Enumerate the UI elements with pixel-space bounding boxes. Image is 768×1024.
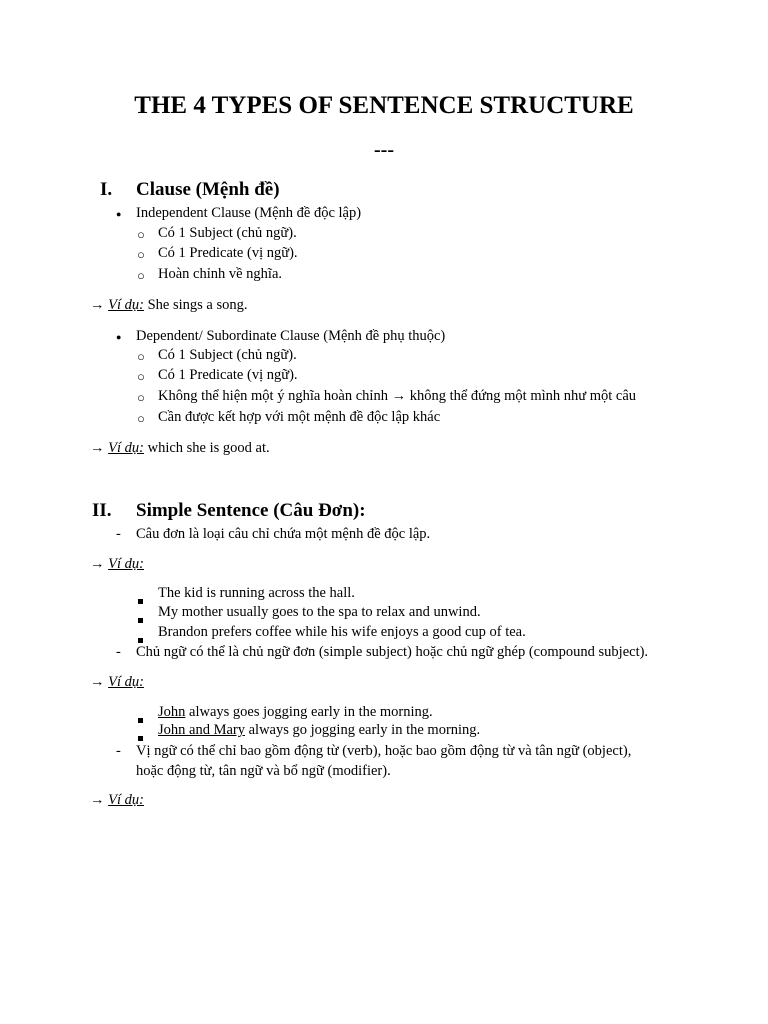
example-line [90,556,144,573]
arrow-icon: → [90,297,105,313]
section2-heading: Simple Sentence (Câu Đơn): [136,500,366,521]
list-item: Có 1 Predicate (vị ngữ). [158,367,298,383]
list-item: The kid is running across the hall. [158,585,355,601]
example-label: Ví dụ: [108,792,144,808]
example-line [90,792,144,809]
list-item: Brandon prefers coffee while his wife enjoys a good cup of tea. [158,624,526,640]
dependent-clause-label: Dependent/ Subordinate Clause (Mệnh đề phụ thuộc) [136,328,446,344]
section1-heading: Clause (Mệnh đề) [136,179,280,200]
bullet-circle-icon: ○ [137,227,145,242]
list-item [158,704,433,721]
point-text: Vị ngữ có thể chỉ bao gồm động từ (verb), hoặc bao gồm động từ và tân ngữ (object), [136,743,632,759]
list-item: Có 1 Predicate (vị ngữ). [158,245,298,261]
list-item: Có 1 Subject (chủ ngữ). [158,225,297,241]
dash-bullet: - [116,743,121,759]
arrow-icon: → [90,792,105,808]
example-label: Ví dụ: [108,556,144,572]
square-bullet-icon [138,591,143,609]
section2-numeral: II. [92,500,112,521]
bullet-disc-icon: ● [116,332,122,342]
point-text: Câu đơn là loại câu chỉ chứa một mệnh đề độc lập. [136,526,431,542]
section1-numeral: I. [100,179,113,200]
arrow-icon: → [90,674,105,690]
list-item [158,722,480,739]
example-text: which she is good at. [147,440,270,456]
independent-clause-label: Independent Clause (Mệnh đề độc lập) [136,205,362,221]
square-bullet-icon [138,710,143,728]
point-text: Chủ ngữ có thể là chủ ngữ đơn (simple subject) hoặc chủ ngữ ghép (compound subject). [136,644,649,660]
list-item: Cần được kết hợp với một mệnh đề độc lập khác [158,409,441,425]
arrow-icon: → [90,440,105,456]
list-item: Hoàn chỉnh về nghĩa. [158,266,283,282]
page-title: THE 4 TYPES OF SENTENCE STRUCTURE [134,92,634,119]
list-item: Có 1 Subject (chủ ngữ). [158,347,297,363]
bullet-circle-icon: ○ [137,349,145,364]
example-label: Ví dụ: [108,297,144,313]
sentence-rest: always goes jogging early in the morning. [185,704,433,720]
point-text-continued: hoặc động từ, tân ngữ và bổ ngữ (modifier). [136,763,391,779]
example-line [90,297,248,314]
title-separator: --- [374,139,394,161]
example-label: Ví dụ: [108,440,144,456]
underlined-subject: John [158,704,186,720]
bullet-disc-icon: ● [116,209,122,219]
bullet-circle-icon: ○ [137,390,145,405]
arrow-icon: → [90,556,105,572]
example-label: Ví dụ: [108,674,144,690]
bullet-circle-icon: ○ [137,369,145,384]
underlined-subject: John and Mary [158,722,245,738]
square-bullet-icon [138,610,143,628]
bullet-circle-icon: ○ [137,268,145,283]
bullet-circle-icon: ○ [137,411,145,426]
dash-bullet: - [116,644,121,660]
bullet-circle-icon: ○ [137,247,145,262]
dash-bullet: - [116,526,121,542]
sentence-rest: always go jogging early in the morning. [245,722,481,738]
example-line [90,440,270,457]
example-text: She sings a song. [147,297,248,313]
list-item: My mother usually goes to the spa to relax and unwind. [158,604,481,620]
list-item: Không thể hiện một ý nghĩa hoàn chỉnh → không thể đứng một mình như một câu [158,388,637,404]
example-line [90,674,144,691]
